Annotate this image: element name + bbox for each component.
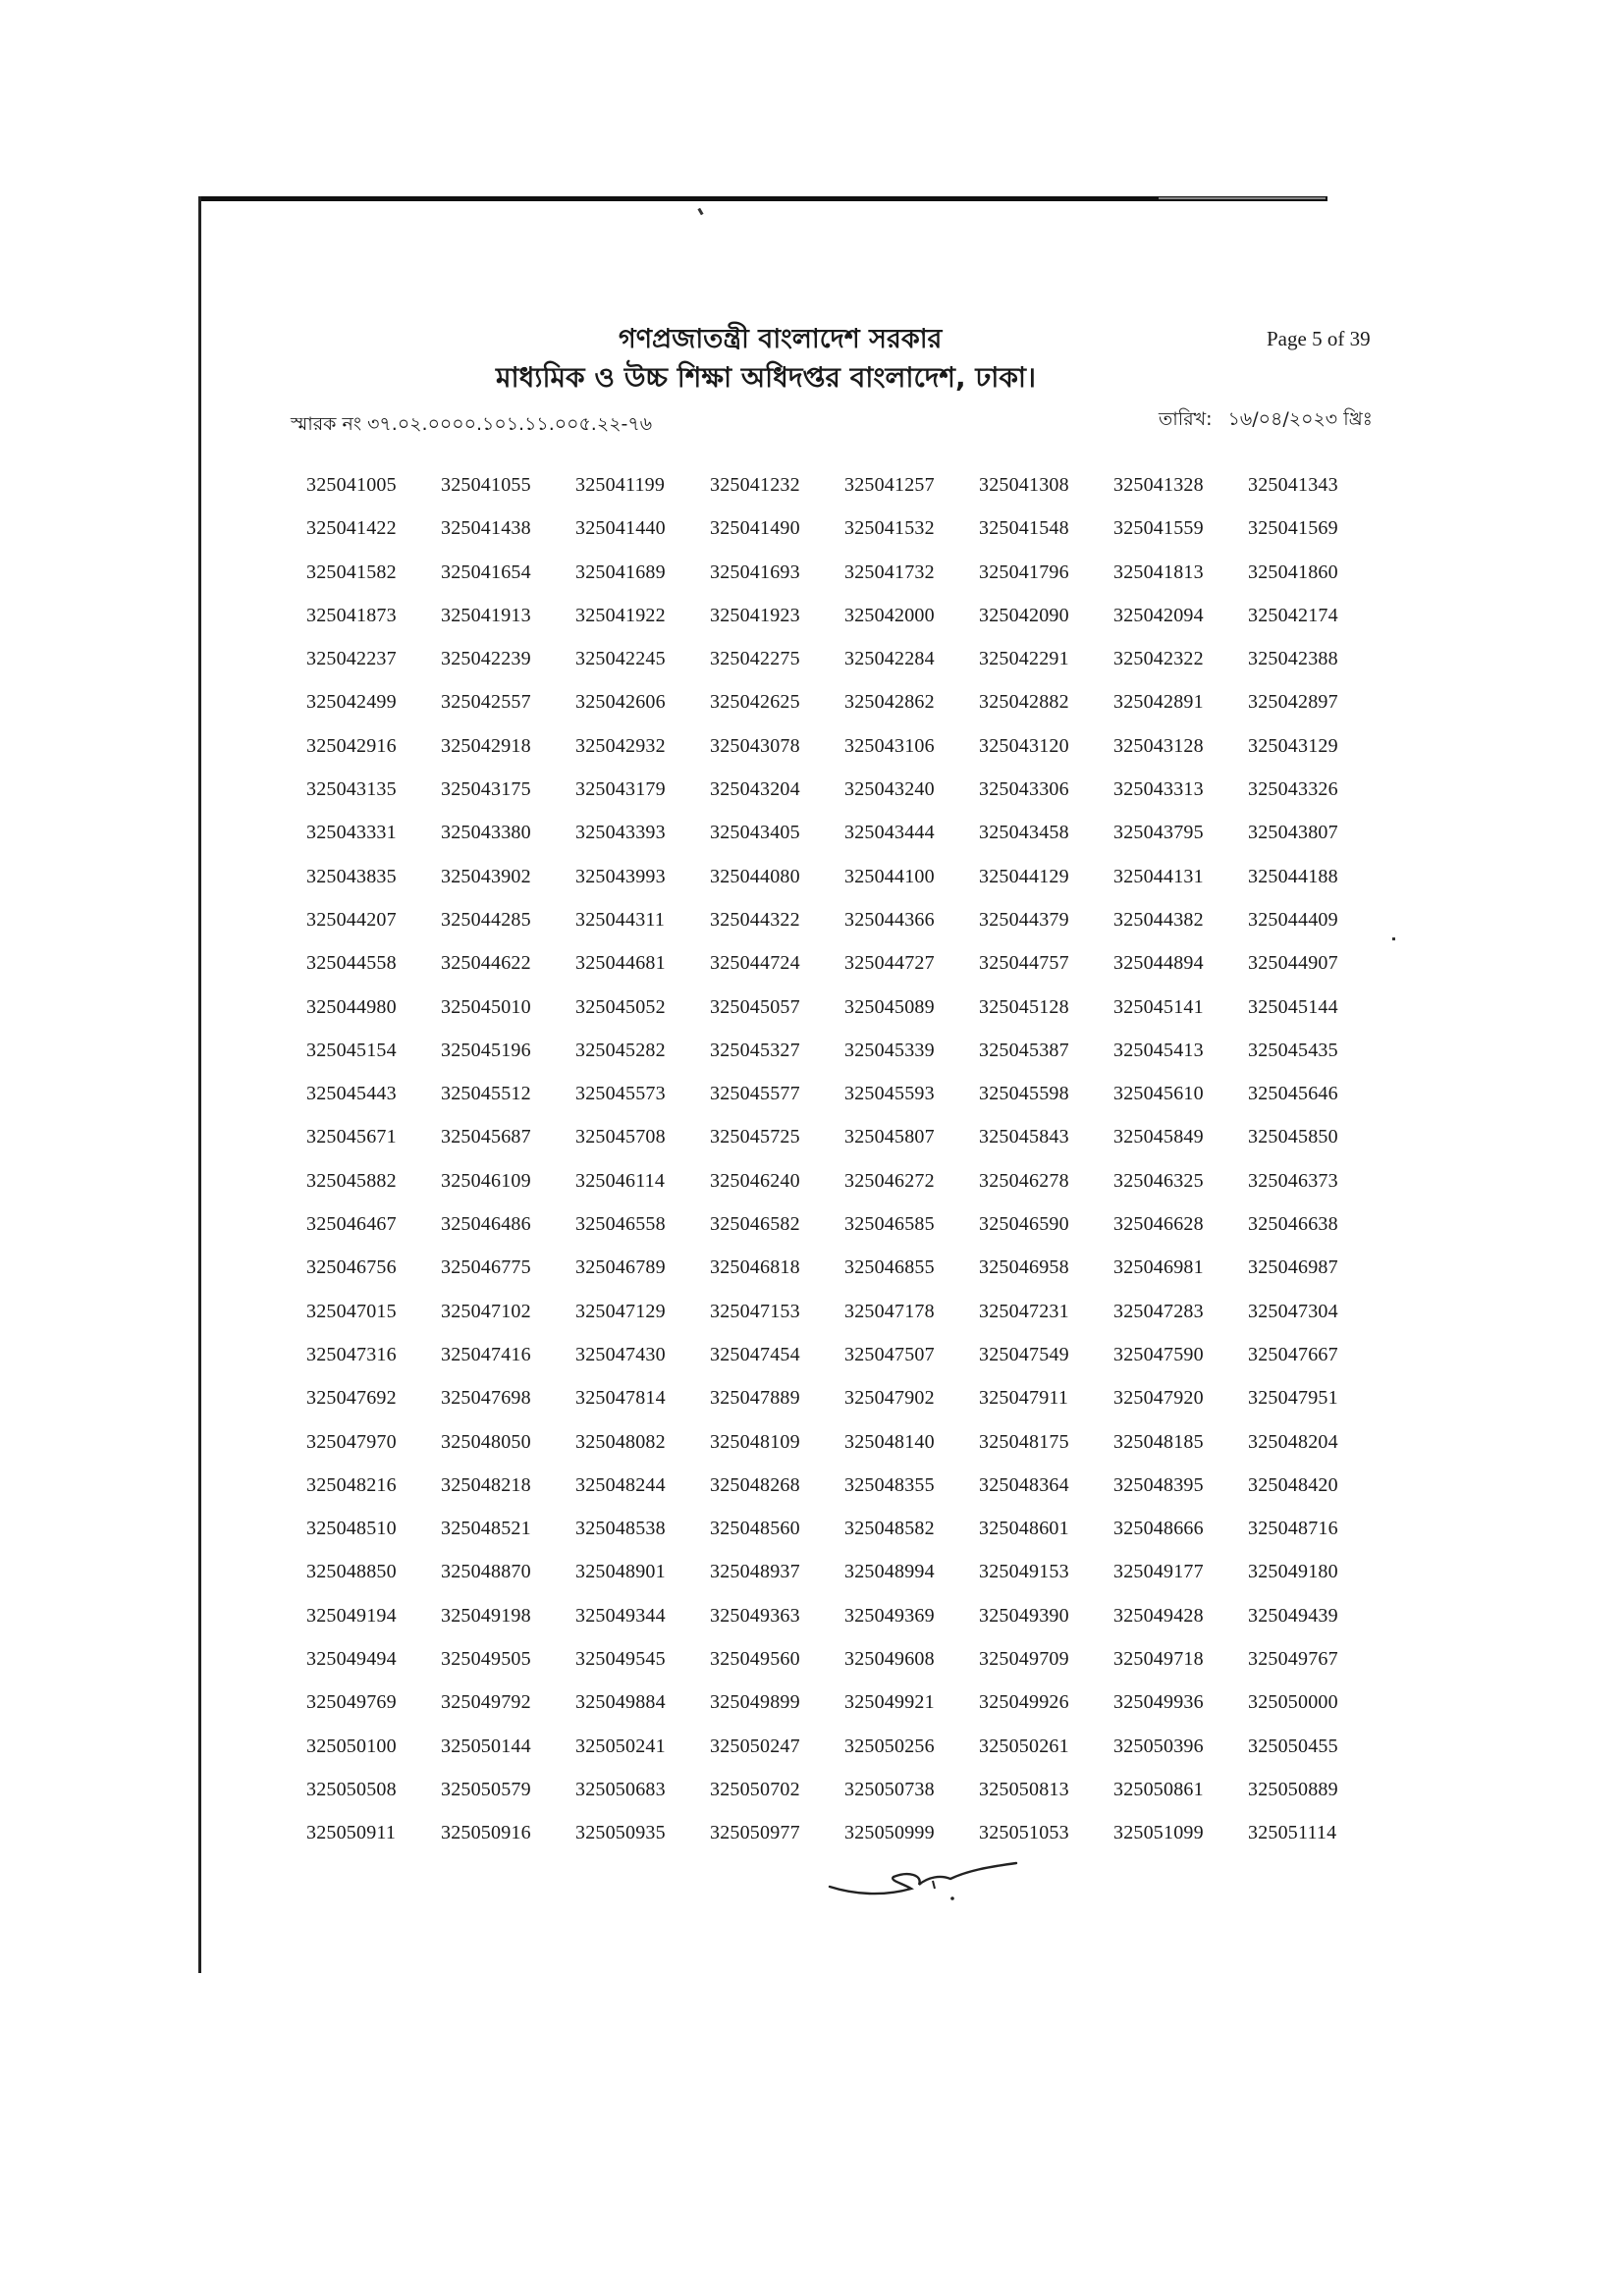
scan-border-top-faint bbox=[1159, 197, 1326, 199]
roll-number-cell: 325041922 bbox=[575, 604, 666, 626]
roll-number-cell: 325046109 bbox=[441, 1169, 531, 1192]
roll-number-cell: 325043331 bbox=[306, 822, 397, 844]
roll-number-cell: 325048140 bbox=[844, 1430, 935, 1453]
roll-number-cell: 325042284 bbox=[844, 648, 935, 670]
roll-number-cell: 325043179 bbox=[575, 778, 666, 801]
roll-number-cell: 325041257 bbox=[844, 474, 935, 496]
roll-number-cell: 325043306 bbox=[979, 778, 1069, 801]
roll-number-cell: 325043313 bbox=[1113, 778, 1204, 801]
roll-number-cell: 325051099 bbox=[1113, 1822, 1204, 1844]
roll-number-cell: 325044382 bbox=[1113, 908, 1204, 931]
roll-number-cell: 325048395 bbox=[1113, 1473, 1204, 1496]
roll-number-cell: 325047911 bbox=[979, 1387, 1069, 1410]
roll-number-cell: 325044285 bbox=[441, 908, 531, 931]
roll-number-cell: 325043128 bbox=[1113, 734, 1204, 757]
directorate-title: মাধ্যমিক ও উচ্চ শিক্ষা অধিদপ্তর বাংলাদেশ, ঢাকা। bbox=[496, 361, 1037, 394]
roll-number-cell: 325041732 bbox=[844, 561, 935, 583]
roll-number-cell: 325042625 bbox=[710, 691, 800, 714]
scan-border-left bbox=[198, 196, 201, 1973]
roll-number-cell: 325041199 bbox=[575, 474, 666, 496]
roll-number-cell: 325041328 bbox=[1113, 474, 1204, 496]
roll-number-cell: 325046558 bbox=[575, 1213, 666, 1236]
roll-number-cell: 325045577 bbox=[710, 1083, 800, 1105]
roll-number-cell: 325042882 bbox=[979, 691, 1069, 714]
roll-number-cell: 325041873 bbox=[306, 604, 397, 626]
roll-number-cell: 325050241 bbox=[575, 1735, 666, 1757]
roll-number-cell: 325049936 bbox=[1113, 1691, 1204, 1714]
roll-number-cell: 325048582 bbox=[844, 1518, 935, 1540]
roll-number-cell: 325046486 bbox=[441, 1213, 531, 1236]
roll-number-cell: 325049899 bbox=[710, 1691, 800, 1714]
roll-number-cell: 325046272 bbox=[844, 1169, 935, 1192]
roll-number-cell: 325045807 bbox=[844, 1126, 935, 1148]
roll-number-cell: 325046373 bbox=[1248, 1169, 1338, 1192]
roll-number-cell: 325043807 bbox=[1248, 822, 1338, 844]
roll-number-cell: 325050911 bbox=[306, 1822, 397, 1844]
roll-number-cell: 325045387 bbox=[979, 1039, 1069, 1061]
roll-number-cell: 325042245 bbox=[575, 648, 666, 670]
roll-number-cell: 325048185 bbox=[1113, 1430, 1204, 1453]
roll-number-cell: 325043120 bbox=[979, 734, 1069, 757]
roll-number-cell: 325045052 bbox=[575, 995, 666, 1018]
roll-number-cell: 325048364 bbox=[979, 1473, 1069, 1496]
roll-number-cell: 325048538 bbox=[575, 1518, 666, 1540]
roll-number-cell: 325048850 bbox=[306, 1561, 397, 1583]
roll-number-cell: 325042000 bbox=[844, 604, 935, 626]
roll-number-cell: 325046585 bbox=[844, 1213, 935, 1236]
roll-number-cell: 325047667 bbox=[1248, 1343, 1338, 1365]
roll-number-cell: 325044907 bbox=[1248, 952, 1338, 975]
roll-number-cell: 325041559 bbox=[1113, 517, 1204, 540]
roll-number-cell: 325050738 bbox=[844, 1778, 935, 1800]
roll-number-cell: 325048666 bbox=[1113, 1518, 1204, 1540]
roll-number-cell: 325044727 bbox=[844, 952, 935, 975]
roll-number-cell: 325045850 bbox=[1248, 1126, 1338, 1148]
roll-number-cell: 325048994 bbox=[844, 1561, 935, 1583]
roll-number-cell: 325047507 bbox=[844, 1343, 935, 1365]
roll-number-cell: 325048268 bbox=[710, 1473, 800, 1496]
roll-number-cell: 325045089 bbox=[844, 995, 935, 1018]
roll-number-cell: 325043135 bbox=[306, 778, 397, 801]
roll-number-cell: 325050999 bbox=[844, 1822, 935, 1844]
roll-number-cell: 325044379 bbox=[979, 908, 1069, 931]
roll-number-cell: 325045725 bbox=[710, 1126, 800, 1148]
roll-number-cell: 325048870 bbox=[441, 1561, 531, 1583]
roll-number-cell: 325045512 bbox=[441, 1083, 531, 1105]
roll-number-cell: 325047430 bbox=[575, 1343, 666, 1365]
roll-number-cell: 325041490 bbox=[710, 517, 800, 540]
date-value: ১৬/০৪/২০২৩ খ্রিঃ bbox=[1227, 408, 1373, 430]
roll-number-cell: 325043380 bbox=[441, 822, 531, 844]
roll-number-cell: 325050889 bbox=[1248, 1778, 1338, 1800]
roll-number-cell: 325049792 bbox=[441, 1691, 531, 1714]
roll-number-cell: 325045196 bbox=[441, 1039, 531, 1061]
roll-number-cell: 325043458 bbox=[979, 822, 1069, 844]
roll-number-cell: 325044558 bbox=[306, 952, 397, 975]
roll-number-cell: 325042239 bbox=[441, 648, 531, 670]
roll-number-cell: 325045339 bbox=[844, 1039, 935, 1061]
roll-number-cell: 325045057 bbox=[710, 995, 800, 1018]
roll-number-cell: 325041440 bbox=[575, 517, 666, 540]
roll-number-cell: 325042932 bbox=[575, 734, 666, 757]
roll-number-cell: 325050256 bbox=[844, 1735, 935, 1757]
roll-number-cell: 325047889 bbox=[710, 1387, 800, 1410]
roll-number-cell: 325047951 bbox=[1248, 1387, 1338, 1410]
roll-number-cell: 325049369 bbox=[844, 1604, 935, 1627]
roll-number-cell: 325045573 bbox=[575, 1083, 666, 1105]
roll-number-cell: 325043078 bbox=[710, 734, 800, 757]
roll-number-cell: 325045610 bbox=[1113, 1083, 1204, 1105]
page-number: Page 5 of 39 bbox=[1267, 327, 1371, 350]
roll-number-cell: 325041343 bbox=[1248, 474, 1338, 496]
roll-number-cell: 325042862 bbox=[844, 691, 935, 714]
roll-number-cell: 325044980 bbox=[306, 995, 397, 1018]
roll-number-cell: 325043835 bbox=[306, 865, 397, 887]
roll-number-cell: 325041422 bbox=[306, 517, 397, 540]
roll-number-cell: 325049363 bbox=[710, 1604, 800, 1627]
government-title: গণপ্রজাতন্ত্রী বাংলাদেশ সরকার bbox=[619, 324, 943, 354]
roll-number-cell: 325041582 bbox=[306, 561, 397, 583]
roll-number-cell: 325048050 bbox=[441, 1430, 531, 1453]
roll-number-cell: 325042557 bbox=[441, 691, 531, 714]
roll-number-cell: 325048716 bbox=[1248, 1518, 1338, 1540]
roll-number-cell: 325041055 bbox=[441, 474, 531, 496]
roll-number-cell: 325044366 bbox=[844, 908, 935, 931]
roll-number-cell: 325041548 bbox=[979, 517, 1069, 540]
roll-number-cell: 325047231 bbox=[979, 1300, 1069, 1322]
roll-number-cell: 325043444 bbox=[844, 822, 935, 844]
roll-number-cell: 325044894 bbox=[1113, 952, 1204, 975]
roll-number-cell: 325042891 bbox=[1113, 691, 1204, 714]
roll-number-cell: 325050977 bbox=[710, 1822, 800, 1844]
roll-number-cell: 325048521 bbox=[441, 1518, 531, 1540]
roll-number-cell: 325043902 bbox=[441, 865, 531, 887]
roll-number-cell: 325048244 bbox=[575, 1473, 666, 1496]
roll-number-cell: 325044409 bbox=[1248, 908, 1338, 931]
roll-number-cell: 325044724 bbox=[710, 952, 800, 975]
roll-number-cell: 325045443 bbox=[306, 1083, 397, 1105]
roll-number-cell: 325047153 bbox=[710, 1300, 800, 1322]
roll-number-cell: 325046467 bbox=[306, 1213, 397, 1236]
roll-number-cell: 325042322 bbox=[1113, 648, 1204, 670]
roll-number-cell: 325049545 bbox=[575, 1648, 666, 1671]
roll-number-cell: 325045413 bbox=[1113, 1039, 1204, 1061]
roll-number-cell: 325047590 bbox=[1113, 1343, 1204, 1365]
roll-number-cell: 325050247 bbox=[710, 1735, 800, 1757]
roll-number-cell: 325051114 bbox=[1248, 1822, 1337, 1844]
roll-number-cell: 325047178 bbox=[844, 1300, 935, 1322]
scan-speck bbox=[697, 208, 703, 216]
roll-number-cell: 325049198 bbox=[441, 1604, 531, 1627]
roll-number-cell: 325046582 bbox=[710, 1213, 800, 1236]
roll-number-cell: 325050935 bbox=[575, 1822, 666, 1844]
roll-number-cell: 325047015 bbox=[306, 1300, 397, 1322]
roll-number-cell: 325045708 bbox=[575, 1126, 666, 1148]
roll-number-cell: 325046325 bbox=[1113, 1169, 1204, 1192]
roll-number-cell: 325045154 bbox=[306, 1039, 397, 1061]
roll-number-cell: 325044207 bbox=[306, 908, 397, 931]
roll-number-cell: 325049180 bbox=[1248, 1561, 1338, 1583]
roll-number-cell: 325048420 bbox=[1248, 1473, 1338, 1496]
roll-number-cell: 325047970 bbox=[306, 1430, 397, 1453]
roll-number-cell: 325047698 bbox=[441, 1387, 531, 1410]
roll-number-cell: 325041654 bbox=[441, 561, 531, 583]
roll-number-cell: 325045646 bbox=[1248, 1083, 1338, 1105]
roll-number-cell: 325050579 bbox=[441, 1778, 531, 1800]
roll-number-cell: 325047814 bbox=[575, 1387, 666, 1410]
roll-number-cell: 325046775 bbox=[441, 1256, 531, 1279]
roll-number-cell: 325044131 bbox=[1113, 865, 1204, 887]
roll-number-cell: 325047304 bbox=[1248, 1300, 1338, 1322]
roll-number-cell: 325045687 bbox=[441, 1126, 531, 1148]
roll-number-cell: 325047692 bbox=[306, 1387, 397, 1410]
date-label: তারিখ: bbox=[1159, 408, 1213, 430]
roll-number-cell: 325043405 bbox=[710, 822, 800, 844]
roll-number-cell: 325050100 bbox=[306, 1735, 397, 1757]
roll-number-cell: 325041308 bbox=[979, 474, 1069, 496]
roll-number-cell: 325049505 bbox=[441, 1648, 531, 1671]
roll-number-cell: 325044311 bbox=[575, 908, 666, 931]
roll-number-cell: 325047102 bbox=[441, 1300, 531, 1322]
roll-number-cell: 325043106 bbox=[844, 734, 935, 757]
roll-number-cell: 325049177 bbox=[1113, 1561, 1204, 1583]
roll-number-cell: 325046756 bbox=[306, 1256, 397, 1279]
roll-number-cell: 325041923 bbox=[710, 604, 800, 626]
roll-number-cell: 325045849 bbox=[1113, 1126, 1204, 1148]
roll-number-cell: 325043326 bbox=[1248, 778, 1338, 801]
roll-number-table bbox=[295, 463, 1355, 1855]
roll-number-cell: 325042388 bbox=[1248, 648, 1338, 670]
roll-number-cell: 325050144 bbox=[441, 1735, 531, 1757]
roll-number-cell: 325042094 bbox=[1113, 604, 1204, 626]
roll-number-cell: 325045010 bbox=[441, 995, 531, 1018]
roll-number-cell: 325047129 bbox=[575, 1300, 666, 1322]
roll-number-cell: 325048601 bbox=[979, 1518, 1069, 1540]
roll-number-cell: 325046789 bbox=[575, 1256, 666, 1279]
roll-number-cell: 325043993 bbox=[575, 865, 666, 887]
roll-number-cell: 325042291 bbox=[979, 648, 1069, 670]
roll-number-cell: 325041693 bbox=[710, 561, 800, 583]
roll-number-cell: 325046855 bbox=[844, 1256, 935, 1279]
roll-number-cell: 325045282 bbox=[575, 1039, 666, 1061]
roll-number-cell: 325049709 bbox=[979, 1648, 1069, 1671]
roll-number-cell: 325041232 bbox=[710, 474, 800, 496]
roll-number-cell: 325044100 bbox=[844, 865, 935, 887]
roll-number-cell: 325044080 bbox=[710, 865, 800, 887]
roll-number-cell: 325041689 bbox=[575, 561, 666, 583]
roll-number-cell: 325046638 bbox=[1248, 1213, 1338, 1236]
roll-number-cell: 325048560 bbox=[710, 1518, 800, 1540]
roll-number-cell: 325049494 bbox=[306, 1648, 397, 1671]
roll-number-cell: 325042918 bbox=[441, 734, 531, 757]
roll-number-cell: 325046981 bbox=[1113, 1256, 1204, 1279]
roll-number-cell: 325050813 bbox=[979, 1778, 1069, 1800]
roll-number-cell: 325050916 bbox=[441, 1822, 531, 1844]
roll-number-cell: 325042237 bbox=[306, 648, 397, 670]
roll-number-cell: 325049769 bbox=[306, 1691, 397, 1714]
roll-number-cell: 325046240 bbox=[710, 1169, 800, 1192]
memo-number: স্মারক নং ৩৭.০২.০০০০.১০১.১১.০০৫.২২-৭৬ bbox=[291, 413, 653, 435]
roll-number-cell: 325043129 bbox=[1248, 734, 1338, 757]
roll-number-cell: 325049718 bbox=[1113, 1648, 1204, 1671]
roll-number-cell: 325048901 bbox=[575, 1561, 666, 1583]
roll-number-cell: 325049608 bbox=[844, 1648, 935, 1671]
signature-image bbox=[825, 1845, 1021, 1904]
roll-number-cell: 325041860 bbox=[1248, 561, 1338, 583]
roll-number-cell: 325043240 bbox=[844, 778, 935, 801]
roll-number-cell: 325050000 bbox=[1248, 1691, 1338, 1714]
roll-number-cell: 325046590 bbox=[979, 1213, 1069, 1236]
roll-number-cell: 325050261 bbox=[979, 1735, 1069, 1757]
roll-number-cell: 325045435 bbox=[1248, 1039, 1338, 1061]
roll-number-cell: 325051053 bbox=[979, 1822, 1069, 1844]
roll-number-cell: 325050455 bbox=[1248, 1735, 1338, 1757]
roll-number-cell: 325047920 bbox=[1113, 1387, 1204, 1410]
roll-number-cell: 325049926 bbox=[979, 1691, 1069, 1714]
roll-number-cell: 325044757 bbox=[979, 952, 1069, 975]
roll-number-cell: 325046114 bbox=[575, 1169, 666, 1192]
roll-number-cell: 325044188 bbox=[1248, 865, 1338, 887]
roll-number-cell: 325042275 bbox=[710, 648, 800, 670]
roll-number-cell: 325049921 bbox=[844, 1691, 935, 1714]
roll-number-cell: 325041813 bbox=[1113, 561, 1204, 583]
roll-number-cell: 325047316 bbox=[306, 1343, 397, 1365]
roll-number-cell: 325045671 bbox=[306, 1126, 397, 1148]
roll-number-cell: 325049560 bbox=[710, 1648, 800, 1671]
roll-number-cell: 325042916 bbox=[306, 734, 397, 757]
roll-number-cell: 325048937 bbox=[710, 1561, 800, 1583]
roll-number-cell: 325049390 bbox=[979, 1604, 1069, 1627]
roll-number-cell: 325043204 bbox=[710, 778, 800, 801]
roll-number-cell: 325045882 bbox=[306, 1169, 397, 1192]
roll-number-cell: 325041569 bbox=[1248, 517, 1338, 540]
roll-number-cell: 325047283 bbox=[1113, 1300, 1204, 1322]
roll-number-cell: 325050396 bbox=[1113, 1735, 1204, 1757]
roll-number-cell: 325042499 bbox=[306, 691, 397, 714]
roll-number-cell: 325041438 bbox=[441, 517, 531, 540]
roll-number-cell: 325042090 bbox=[979, 604, 1069, 626]
roll-number-cell: 325048510 bbox=[306, 1518, 397, 1540]
roll-number-cell: 325050683 bbox=[575, 1778, 666, 1800]
roll-number-cell: 325043175 bbox=[441, 778, 531, 801]
roll-number-cell: 325045843 bbox=[979, 1126, 1069, 1148]
roll-number-cell: 325048082 bbox=[575, 1430, 666, 1453]
roll-number-cell: 325046628 bbox=[1113, 1213, 1204, 1236]
roll-number-cell: 325045593 bbox=[844, 1083, 935, 1105]
roll-number-cell: 325046278 bbox=[979, 1169, 1069, 1192]
roll-number-cell: 325044622 bbox=[441, 952, 531, 975]
roll-number-cell: 325045327 bbox=[710, 1039, 800, 1061]
date-line bbox=[1159, 405, 1373, 437]
roll-number-cell: 325049884 bbox=[575, 1691, 666, 1714]
roll-number-cell: 325047416 bbox=[441, 1343, 531, 1365]
roll-number-cell: 325042174 bbox=[1248, 604, 1338, 626]
roll-number-cell: 325050508 bbox=[306, 1778, 397, 1800]
roll-number-cell: 325044322 bbox=[710, 908, 800, 931]
roll-number-cell: 325047549 bbox=[979, 1343, 1069, 1365]
roll-number-cell: 325043795 bbox=[1113, 822, 1204, 844]
roll-number-cell: 325047454 bbox=[710, 1343, 800, 1365]
roll-number-cell: 325045144 bbox=[1248, 995, 1338, 1018]
roll-number-cell: 325042897 bbox=[1248, 691, 1338, 714]
roll-number-cell: 325041532 bbox=[844, 517, 935, 540]
roll-number-cell: 325045598 bbox=[979, 1083, 1069, 1105]
roll-number-cell: 325041796 bbox=[979, 561, 1069, 583]
roll-number-cell: 325041005 bbox=[306, 474, 397, 496]
roll-number-cell: 325048216 bbox=[306, 1473, 397, 1496]
roll-number-cell: 325041913 bbox=[441, 604, 531, 626]
roll-number-cell: 325048355 bbox=[844, 1473, 935, 1496]
roll-number-cell: 325043393 bbox=[575, 822, 666, 844]
roll-number-cell: 325049153 bbox=[979, 1561, 1069, 1583]
roll-number-cell: 325045141 bbox=[1113, 995, 1204, 1018]
roll-number-cell: 325048218 bbox=[441, 1473, 531, 1496]
roll-number-cell: 325048175 bbox=[979, 1430, 1069, 1453]
roll-number-cell: 325049439 bbox=[1248, 1604, 1338, 1627]
roll-number-cell: 325046987 bbox=[1248, 1256, 1338, 1279]
roll-number-cell: 325050702 bbox=[710, 1778, 800, 1800]
scan-speck bbox=[1392, 937, 1395, 940]
roll-number-cell: 325049428 bbox=[1113, 1604, 1204, 1627]
roll-number-cell: 325046958 bbox=[979, 1256, 1069, 1279]
roll-number-cell: 325044681 bbox=[575, 952, 666, 975]
roll-number-cell: 325047902 bbox=[844, 1387, 935, 1410]
roll-number-cell: 325044129 bbox=[979, 865, 1069, 887]
roll-number-cell: 325045128 bbox=[979, 995, 1069, 1018]
roll-number-cell: 325049767 bbox=[1248, 1648, 1338, 1671]
roll-number-cell: 325049344 bbox=[575, 1604, 666, 1627]
roll-number-cell: 325046818 bbox=[710, 1256, 800, 1279]
roll-number-cell: 325048109 bbox=[710, 1430, 800, 1453]
roll-number-cell: 325042606 bbox=[575, 691, 666, 714]
roll-number-cell: 325048204 bbox=[1248, 1430, 1338, 1453]
roll-number-cell: 325049194 bbox=[306, 1604, 397, 1627]
roll-number-cell: 325050861 bbox=[1113, 1778, 1204, 1800]
